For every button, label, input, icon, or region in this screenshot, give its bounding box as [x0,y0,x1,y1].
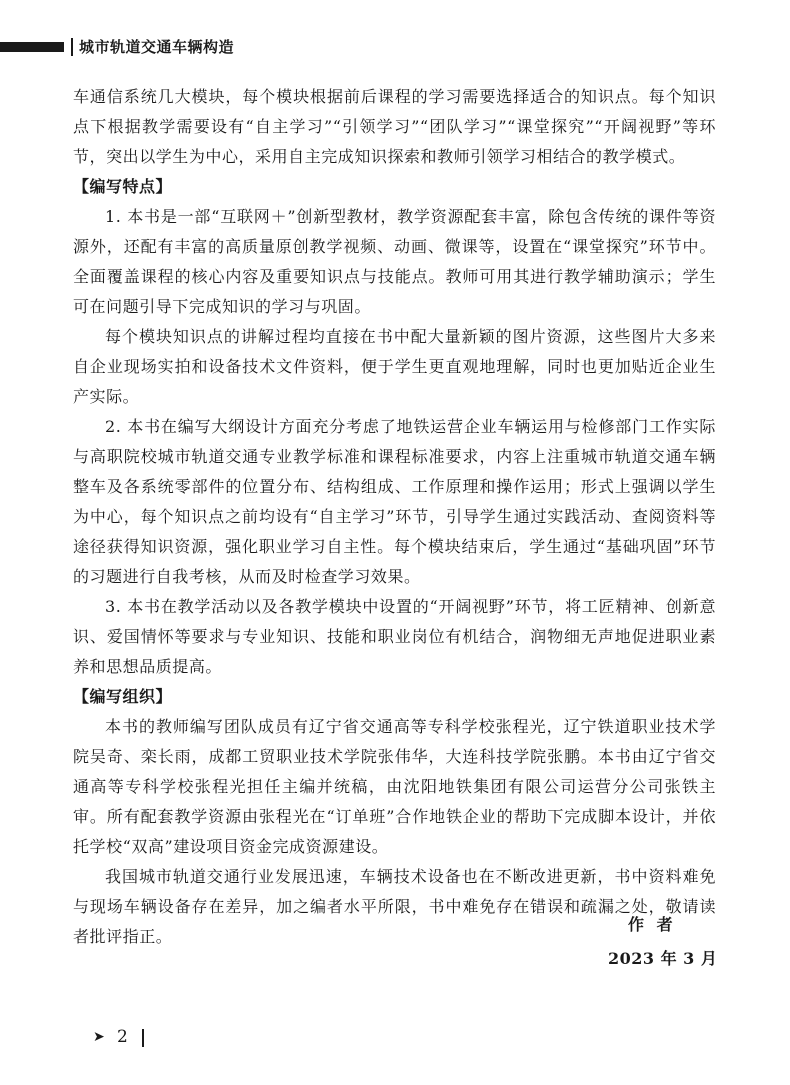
organization-paragraph-1: 本书的教师编写团队成员有辽宁省交通高等专科学校张程光，辽宁铁道职业技术学院吴奇、栾长雨，成都工贸职业技术学院张伟华，大连科技学院张鹏。本书由辽宁省交通高等专科学校张程光担任主编并统稿，由沈阳地铁集团有限公司运营分公司张铁主审。所有配套教学资源由张程光在“订单班”合作地铁企业的帮助下完成脚本设计，并依托学校“双高”建设项目资金完成资源建设。 [73,717,716,856]
page-number: 2 [117,1027,128,1047]
feature-3-paragraph: 3. 本书在教学活动以及各教学模块中设置的“开阔视野”环节，将工匠精神、创新意识、爱国情怀等要求与专业知识、技能和职业岗位有机结合，润物细无声地促进职业素养和思想品质提高。 [73,597,716,676]
running-header [0,36,790,58]
feature-1-paragraph: 1. 本书是一部“互联网＋”创新型教材，教学资源配套丰富，除包含传统的课件等资源外，还配有丰富的高质量原创教学视频、动画、微课等，设置在“课堂探究”环节中。全面覆盖课程的核心内容及重要知识点与技能点。教师可用其进行教学辅助演示；学生可在问题引导下完成知识的学习与巩固。 [73,207,716,316]
author-signature: 作 者 [628,915,674,934]
intro-paragraph: 车通信系统几大模块，每个模块根据前后课程的学习需要选择适合的知识点。每个知识点下根据教学需要设有“自主学习”“引领学习”“团队学习”“课堂探究”“开阔视野”等环节，突出以学生为中心，采用自主完成知识探索和教师引领学习相结合的教学模式。 [73,87,716,166]
page-body [73,82,716,952]
header-separator [71,38,73,56]
signature-date: 2023 年 3 月 [608,949,718,968]
footer-separator [142,1029,144,1047]
section-heading-features: 【编写特点】 [73,177,173,196]
header-bar [0,42,64,52]
organization-paragraph-2: 我国城市轨道交通行业发展迅速，车辆技术设备也在不断改进更新，书中资料难免与现场车辆设备存在差异，加之编者水平所限，书中难免存在错误和疏漏之处，敬请读者批评指正。 [73,867,716,946]
arrow-marker-icon: ➤ [93,1029,105,1045]
section-heading-organization: 【编写组织】 [73,687,173,706]
feature-1b-paragraph: 每个模块知识点的讲解过程均直接在书中配大量新颖的图片资源，这些图片大多来自企业现场实拍和设备技术文件资料，便于学生更直观地理解，同时也更加贴近企业生产实际。 [73,327,716,406]
feature-2-paragraph: 2. 本书在编写大纲设计方面充分考虑了地铁运营企业车辆运用与检修部门工作实际与高职院校城市轨道交通专业教学标准和课程标准要求，内容上注重城市轨道交通车辆整车及各系统零部件的位置分布、结构组成、工作原理和操作运用；形式上强调以学生为中心，每个知识点之前均设有“自主学习”环节，引导学生通过实践活动、查阅资料等途径获得知识资源，强化职业学习自主性。每个模块结束后，学生通过“基础巩固”环节的习题进行自我考核，从而及时检查学习效果。 [73,417,716,586]
book-title: 城市轨道交通车辆构造 [79,38,235,56]
